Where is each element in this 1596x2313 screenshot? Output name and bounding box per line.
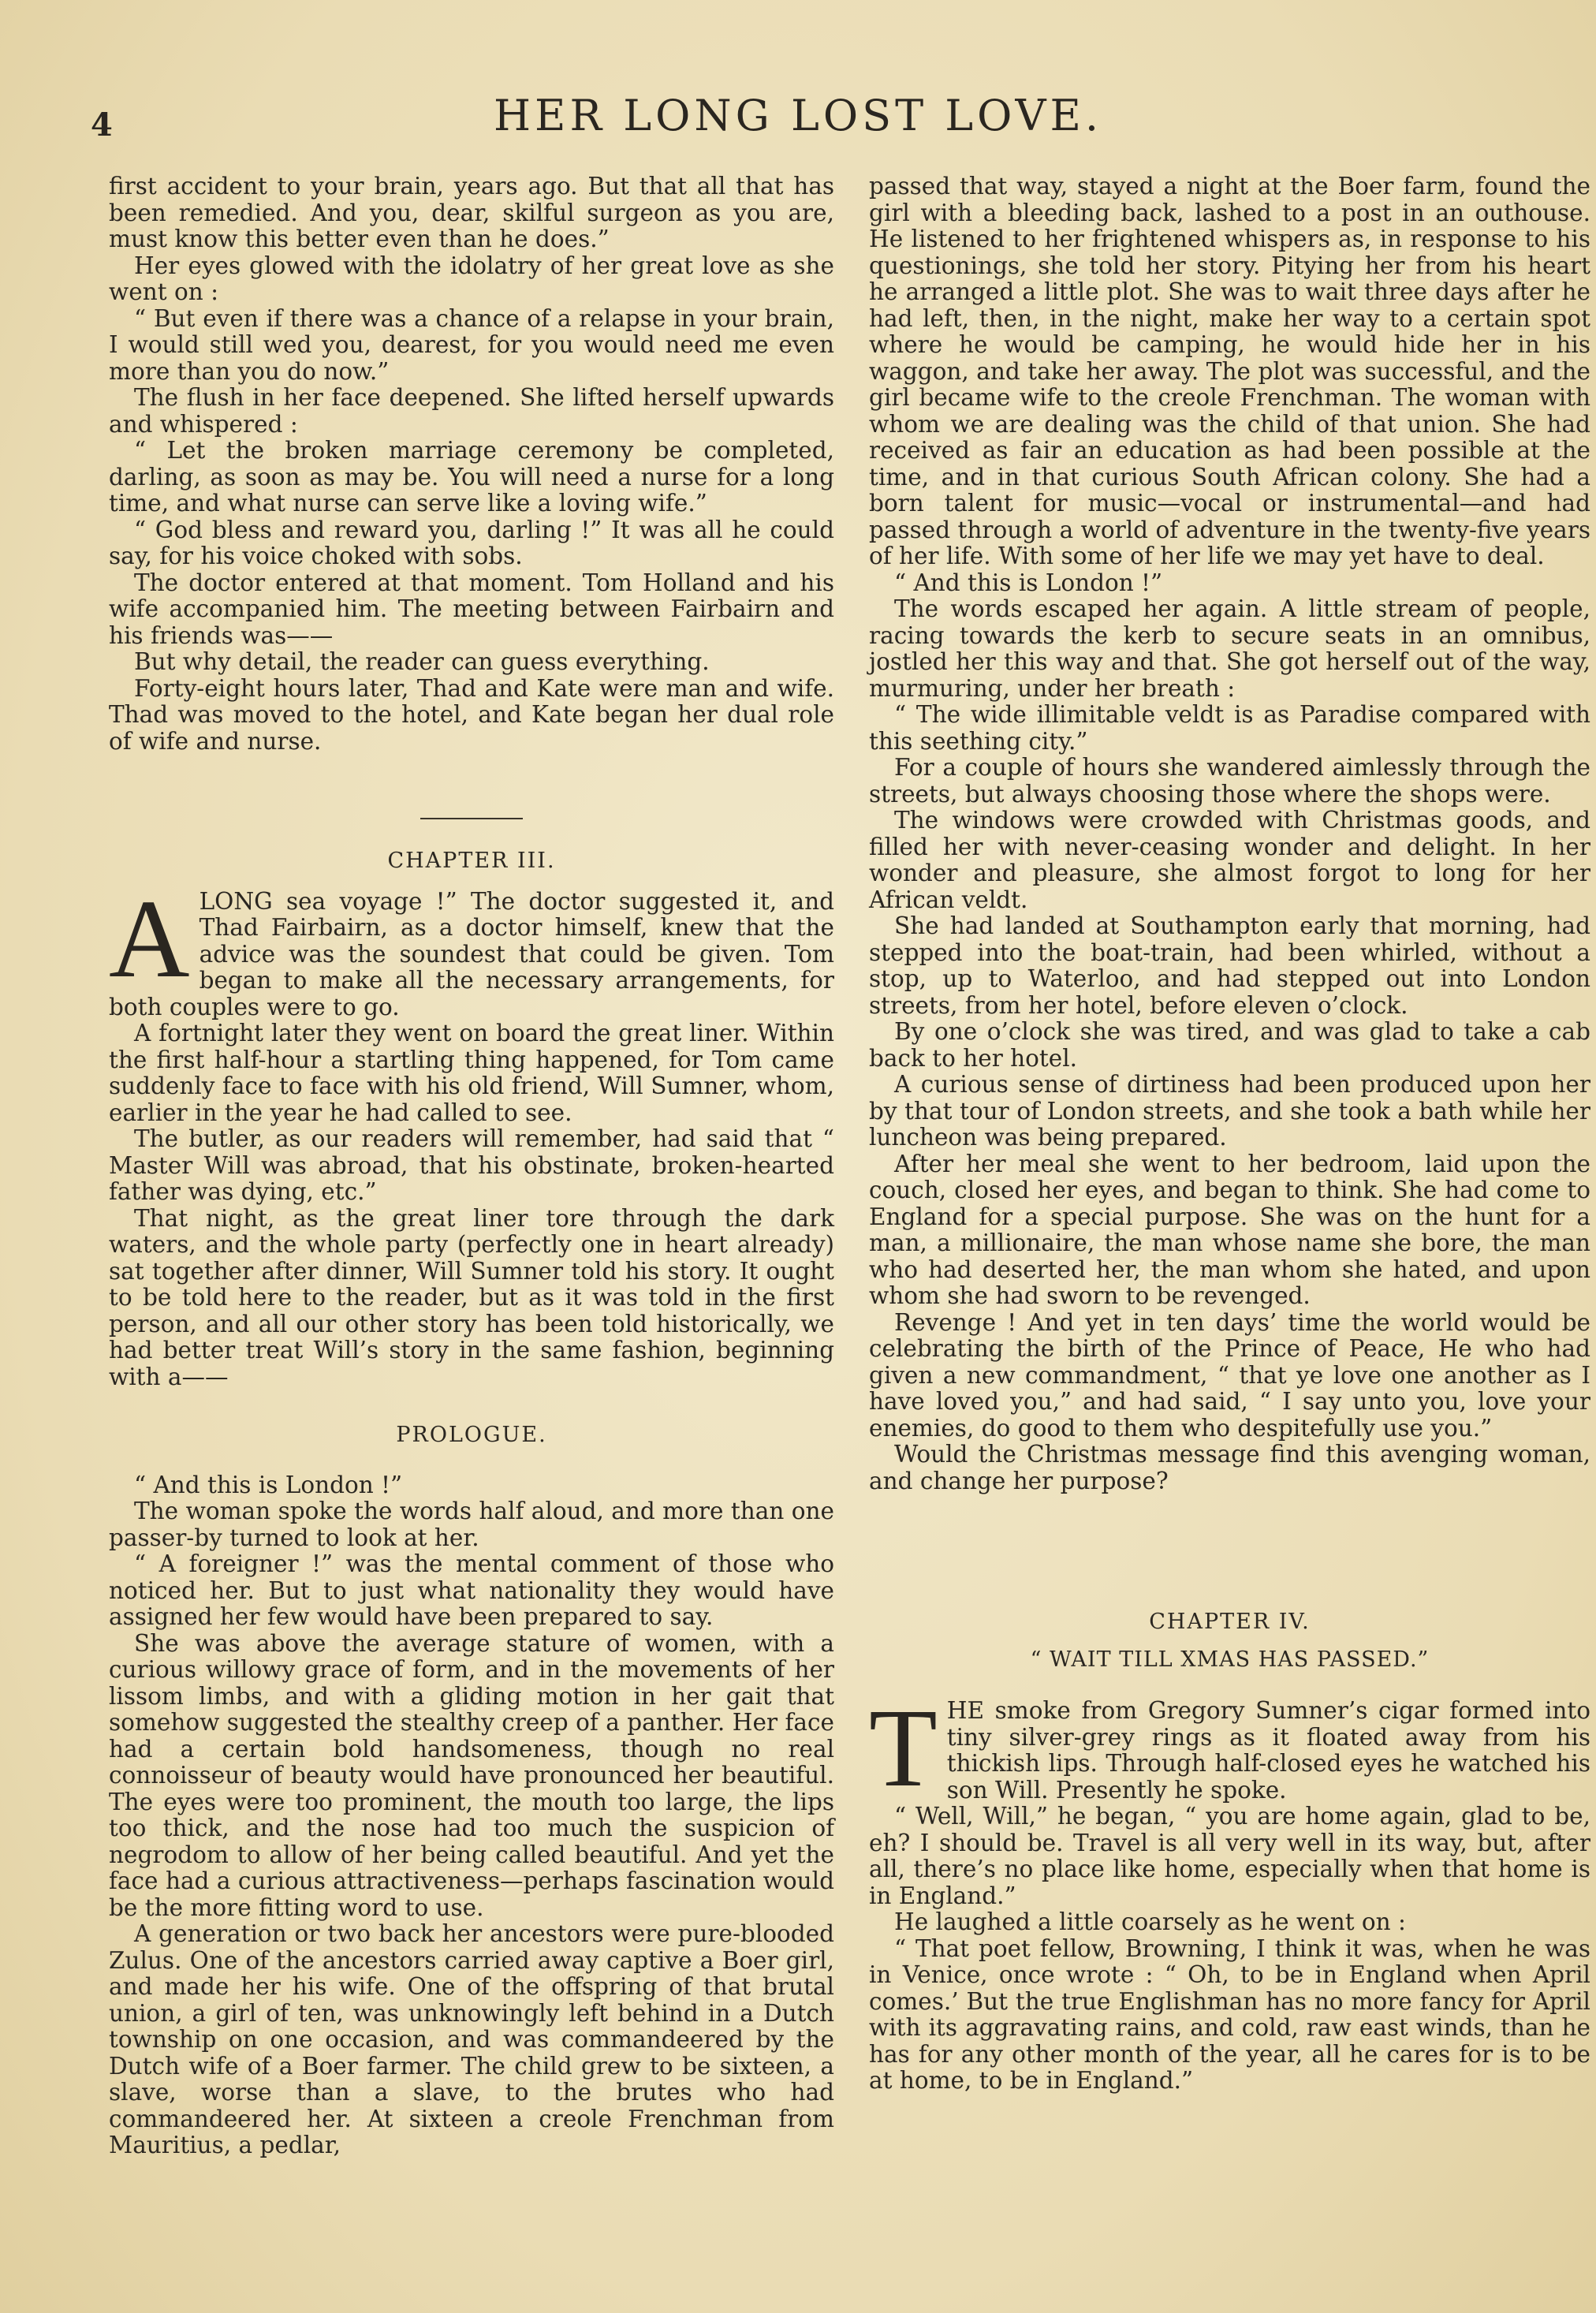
paragraph: passed that way, stayed a night at the Boer farm, found the girl with a bleeding back, lashed to a post in an outhouse. He listened to her frightened whispers as, in response to his questionings, she told her story. Pitying her from his heart he arranged a little plot. She was to wait three days after he had left, then, in the night, make her way to a certain spot where he would be camping, he would hide her in his waggon, and take her away. The plot was successful, and the girl became wife to the creole Frenchman. The woman with whom we are dealing was the child of that union. She had received as fair an education as had been possible at the time, and in that curious South African colony. She had a born talent for music—vocal or instrumental—and had passed through a world of adventure in the twenty-five years of her life. With some of her life we may yet have to deal. [869, 173, 1590, 569]
chapter-4-subtitle: “ WAIT TILL XMAS HAS PASSED.” [1030, 1647, 1430, 1672]
paragraph: “ Well, Will,” he began, “ you are home again, glad to be, eh? I should be. Travel is all very well in its way, but, after all, there’s no place like home, especially when that home is in England.” [869, 1803, 1590, 1909]
paragraph: A generation or two back her ancestors were pure-blooded Zulus. One of the ancestors carried away captive a Boer girl, and made her his wife. One of the offspring of that brutal union, a girl of ten, was unknowingly left behind in a Dutch township on one occasion, and was commandeered by the Dutch wife of a Boer farmer. The child grew to be sixteen, a slave, worse than a slave, to the brutes who had commandeered her. At sixteen a creole Frenchman from Mauritius, a pedlar, [109, 1920, 834, 2158]
paragraph: “ The wide illimitable veldt is as Paradise compared with this seething city.” [869, 701, 1590, 755]
paragraph: A curious sense of dirtiness had been produced upon her by that tour of London streets, and she took a bath while her luncheon was being prepared. [869, 1071, 1590, 1151]
chapter-4-opening-paragraph [869, 1685, 1590, 1810]
paragraph: “ And this is London !” [134, 1471, 403, 1498]
chapter-3-heading: CHAPTER III. [387, 849, 556, 873]
paragraph: The butler, as our readers will remember, had said that “ Master Will was abroad, that his obstinate, broken-hearted father was dying, etc.” [109, 1125, 834, 1205]
paragraph: She had landed at Southampton early that morning, had stepped into the boat-train, had been whirled, without a stop, up to Waterloo, and had stepped out into London streets, from her hotel, before eleven o’clock. [869, 912, 1590, 1019]
paragraph: The woman spoke the words half aloud, and more than one passer-by turned to look at her. [109, 1498, 834, 1551]
paragraph: Forty-eight hours later, Thad and Kate were man and wife. Thad was moved to the hotel, and Kate began her dual role of wife and nurse. [109, 674, 834, 755]
paragraph: “ Let the broken marriage ceremony be completed, darling, as soon as may be. You will need a nurse for a long time, and what nurse can serve like a loving wife.” [109, 437, 834, 517]
paragraph: He laughed a little coarsely as he went on : [894, 1908, 1406, 1935]
paragraph: For a couple of hours she wandered aimlessly through the streets, but always choosing those where the shops were. [869, 754, 1590, 808]
paragraph: “ And this is London !” [894, 569, 1163, 596]
paragraph: Revenge ! And yet in ten days’ time the world would be celebrating the birth of the Prince of Peace, He who had given a new commandment, “ that ye love one another as I have loved you,” and had said, “ I say unto you, love your enemies, do good to them who despitefully use you.” [869, 1308, 1590, 1442]
paragraph: The words escaped her again. A little stream of people, racing towards the kerb to secure seats in an omnibus, jostled her this way and that. She got herself out of the way, murmuring, under her breath : [869, 595, 1590, 702]
paragraph: After her meal she went to her bedroom, laid upon the couch, closed her eyes, and began to think. She had come to England for a special purpose. She was on the hunt for a man, a millionaire, the man whose name she bore, the man who had deserted her, the man whom she hated, and upon whom she had sworn to be revenged. [869, 1150, 1590, 1309]
paragraph: “ God bless and reward you, darling !” It was all he could say, for his voice choked with sobs. [109, 516, 834, 569]
chapter-4-heading: CHAPTER IV. [1149, 1610, 1311, 1634]
paragraph: first accident to your brain, years ago. But that all that has been remedied. And you, dear, skilful surgeon as you are, must know this better even than he does.” [109, 173, 834, 252]
page-number: 4 [91, 106, 113, 144]
right-column [869, 173, 1590, 2095]
paragraph: The doctor entered at that moment. Tom Holland and his wife accompanied him. The meeting between Fairbairn and his friends was—— [109, 569, 834, 649]
paragraph: The windows were crowded with Christmas goods, and filled her with never-ceasing wonder and delight. In her wonder and pleasure, she almost forgot to long for her African veldt. [869, 807, 1590, 913]
paragraph: But why detail, the reader can guess everything. [134, 648, 710, 675]
section-divider [420, 818, 523, 819]
drop-cap: T [869, 1685, 938, 1810]
paragraph-text: HE smoke from Gregory Sumner’s cigar formed into tiny silver-grey rings as it floated away from his thickish lips. Through half-closed eyes he watched his son Will. Presently he spoke. [946, 1697, 1590, 1804]
paragraph: By one o’clock she was tired, and was glad to take a cab back to her hotel. [869, 1018, 1590, 1072]
paragraph: She was above the average stature of women, with a curious willowy grace of form, and in the movements of her lissom limbs, and with a gliding motion in her gait that somehow suggested the stealthy creep of a panther. Her face had a certain bold handsomeness, though no real connoisseur of beauty would have pronounced her beautiful. The eyes were too prominent, the mouth too large, the lips too thick, and the nose had too much the suspicion of negrodom to allow of her being called beautiful. And yet the face had a curious attractiveness—perhaps fascination would be the more fitting word to use. [109, 1629, 834, 1921]
chapter-3-opening-paragraph [109, 875, 834, 1021]
paragraph: Her eyes glowed with the idolatry of her great love as she went on : [109, 252, 834, 305]
paragraph: Would the Christmas message find this avenging woman, and change her purpose? [869, 1441, 1590, 1494]
paragraph-text: LONG sea voyage !” The doctor suggested it, and Thad Fairbairn, as a doctor himself, knew that the advice was the soundest that could be given. Tom began to make all the necessary arrangements, for both couples were to go. [109, 887, 834, 1020]
running-title: HER LONG LOST LOVE. [493, 91, 1103, 140]
paragraph: A fortnight later they went on board the great liner. Within the first half-hour a startling thing happened, for Tom came suddenly face to face with his old friend, Will Sumner, whom, earlier in the year he had called to see. [109, 1020, 834, 1126]
paragraph: “ A foreigner !” was the mental comment of those who noticed her. But to just what nationality they would have assigned her few would have been prepared to say. [109, 1550, 834, 1630]
paragraph: “ That poet fellow, Browning, I think it was, when he was in Venice, once wrote : “ Oh, to be in England when April comes.’ But the true Englishman has no more fancy for April with its aggravating rains, and cold, raw east winds, than he has for any other month of the year, all he cares for is to be at home, to be in England.” [869, 1934, 1590, 2094]
left-column [109, 173, 834, 2159]
paragraph: That night, as the great liner tore through the dark waters, and the whole party (perfectly one in heart already) sat together after dinner, Will Sumner told his story. It ought to be told here to the reader, but as it was told in the first person, and all our other story has been told historically, we had better treat Will’s story in the same fashion, beginning with a—— [109, 1204, 834, 1390]
paragraph: “ But even if there was a chance of a relapse in your brain, I would still wed you, dearest, for you would need me even more than you do now.” [109, 304, 834, 385]
drop-cap: A [109, 875, 190, 1001]
prologue-heading: PROLOGUE. [396, 1423, 547, 1447]
page-header [0, 83, 1596, 146]
paragraph: The flush in her face deepened. She lifted herself upwards and whispered : [109, 384, 834, 438]
